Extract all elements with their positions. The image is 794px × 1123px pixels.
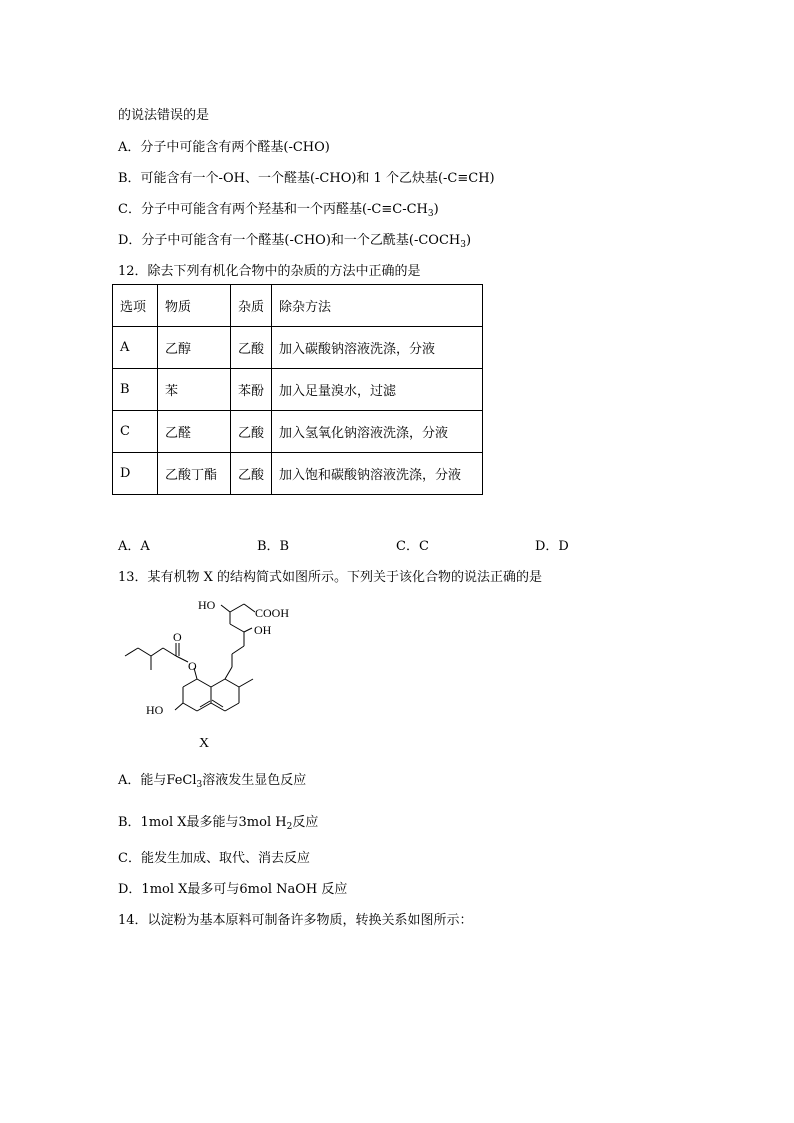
table-row [113,327,483,369]
table-cell: 苯酚 [231,369,272,411]
q13-option-c: C．能发生加成、取代、消去反应 [118,851,310,866]
q11-option-c [118,198,439,219]
table-cell: 乙酸 [231,411,272,453]
table-header-row [113,285,483,327]
structure-label-oh: OH [254,623,272,637]
q13-option-a-text: A．能与 [118,773,167,788]
table-cell: 乙酸 [231,453,272,495]
q12-choice-a: A．A [118,539,150,554]
table-row [113,411,483,453]
q11-stem-tail: 的说法错误的是 [118,108,210,123]
structure-label-x: X [199,736,210,750]
q13-option-b [118,811,318,832]
q12-choice-b: B．B [257,539,290,554]
table-row [113,369,483,411]
table-cell: 加入氢氧化钠溶液洗涤，分液 [272,411,483,453]
table-cell: 乙酸丁酯 [158,453,231,495]
structure-bonds [125,604,255,711]
q13-option-d: D．1mol X最多可与6mol NaOH 反应 [118,882,348,897]
q11-option-c-close: ) [433,202,439,217]
structure-label-o-carbonyl: O [173,630,182,644]
q13-option-b-text: B．1mol X最多能与 [118,815,239,830]
table-cell: 加入碳酸钠溶液洗涤，分液 [272,327,483,369]
table-cell: A [113,327,158,369]
table-header-cell: 除杂方法 [272,285,483,327]
q11-option-c-text: C．分子中可能含有两个羟基和一个丙醛基(-C≡C-CH [118,202,428,217]
q13-option-b-reagent: 3mol H [238,815,287,830]
q11-option-d-close: ) [466,233,472,248]
structure-label-ho-bottom: HO [146,703,164,717]
structure-diagram-x [118,590,318,750]
table-cell: 加入足量溴水，过滤 [272,369,483,411]
q11-option-c-subscript: 3 [427,209,434,219]
table-cell: 乙酸 [231,327,272,369]
q14-stem: 14．以淀粉为基本原料可制备许多物质，转换关系如图所示： [118,913,473,928]
q13-option-a-subscript: 3 [196,780,203,790]
q11-option-a: A．分子中可能含有两个醛基(-CHO) [118,140,330,155]
q13-option-b-tail: 反应 [292,815,319,830]
q13-stem: 13．某有机物 X 的结构简式如图所示。下列关于该化合物的说法正确的是 [118,570,543,585]
table-cell: 苯 [158,369,231,411]
q12-choice-c: C．C [396,539,429,554]
q13-option-a-reagent: FeCl [166,773,197,788]
q12-table [112,284,483,495]
structure-label-ho-top: HO [198,598,216,612]
table-cell: 乙醇 [158,327,231,369]
table-row [113,453,483,495]
q11-option-d [118,229,471,250]
table-header-cell: 杂质 [231,285,272,327]
structure-label-cooh: COOH [255,606,290,620]
table-cell: 乙醛 [158,411,231,453]
table-cell: D [113,453,158,495]
q12-choice-d: D．D [535,539,569,554]
q13-option-a [118,769,306,790]
q13-option-b-subscript: 2 [286,822,293,832]
q11-option-d-text: D．分子中可能含有一个醛基(-CHO)和一个乙酰基(-COCH [118,233,461,248]
q13-option-a-tail: 溶液发生显色反应 [202,773,307,788]
table-cell: 加入饱和碳酸钠溶液洗涤，分液 [272,453,483,495]
table-header-cell: 物质 [158,285,231,327]
table-cell: B [113,369,158,411]
structure-label-o-ester: O [188,659,197,673]
q11-option-b: B．可能含有一个-OH、一个醛基(-CHO)和 1 个乙炔基(-C≡CH) [118,171,495,186]
table-cell: C [113,411,158,453]
table-header-cell: 选项 [113,285,158,327]
q12-stem: 12．除去下列有机化合物中的杂质的方法中正确的是 [118,264,421,279]
q11-option-d-subscript: 3 [460,240,466,250]
